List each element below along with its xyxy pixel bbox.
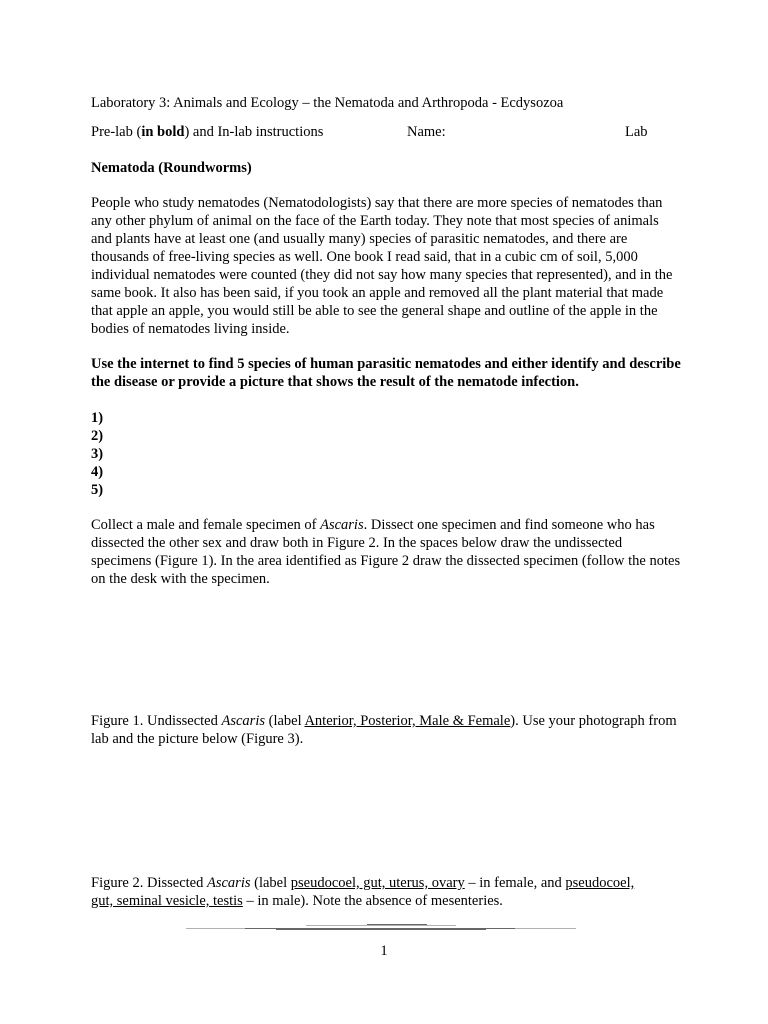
figure1-text-b: (label [264,713,305,729]
figure1-text-c: ). Use your photograph from lab and the picture below (Figure 3). [91,713,677,747]
section-heading: Nematoda (Roundworms) [91,160,252,176]
figure2-caption [91,874,681,910]
figure2-text-a: Figure 2. Dissected [91,875,207,891]
name-label: Name: [407,124,446,140]
prelab-task: Use the internet to find 5 species of human parasitic nematodes and either identify and describe the disease or provide a picture that shows the result of the nematode infection. [91,356,681,390]
prelab-suffix: ) and In-lab instructions [184,124,324,140]
figure1-labels: Anterior, Posterior, Male & Female [304,713,511,729]
species-name: Ascaris [320,517,364,533]
list-item: 4) [91,464,104,480]
figure2-female-labels: pseudocoel, gut, uterus, ovary [290,875,465,891]
figure2-text-d: – in male). Note the absence of mesenteries. [242,893,503,909]
figure2-text-c: – in female, and [464,875,566,891]
list-item: 1) [91,410,104,426]
list-item: 2) [91,428,104,444]
species-name: Ascaris [221,713,265,729]
prelab-line [91,123,323,141]
figure2-text-b: (label [250,875,291,891]
list-item: 3) [91,446,104,462]
page-number: 1 [380,943,388,959]
collect-paragraph [91,516,681,588]
figure2-male-labels-2: gut, seminal vesicle, testis [91,893,243,909]
figure1-caption [91,712,681,748]
collect-text-a: Collect a male and female specimen of [91,517,321,533]
prelab-bold: in bold [141,124,185,140]
list-item: 5) [91,482,104,498]
intro-paragraph: People who study nematodes (Nematodologists) say that there are more species of nematodes than any other phylum of animal on the face of the Earth today. They note that most species of animals and plants have at least one (and usually many) species of parasitic nematodes, and there are thousands of free-living species as well. One book I read said, that in a cubic cm of soil, 5,000 individual nematodes were counted (they did not say how many species that represented), and in the same book. It also has been said, if you took an apple and removed all the plant material that made that apple an apple, you would still be able to see the general shape and outline of the apple in the bodies of nematodes living inside. [91,195,673,337]
figure2-male-labels-1: pseudocoel, [565,875,635,891]
lab-title: Laboratory 3: Animals and Ecology – the Nematoda and Arthropoda - Ecdysozoa [91,95,564,111]
species-name: Ascaris [206,875,251,891]
prelab-prefix: Pre-lab ( [91,124,142,140]
lab-label: Lab [625,124,648,140]
figure1-text-a: Figure 1. Undissected [91,713,222,729]
collect-text-b: . Dissect one specimen and find someone who has dissected the other sex and draw both in Figure 2. In the spaces below draw the undissected specimens (Figure 1). In the area identified as Figure 2 draw the dissected specimen (follow the notes on the desk with the specimen. [91,517,681,587]
